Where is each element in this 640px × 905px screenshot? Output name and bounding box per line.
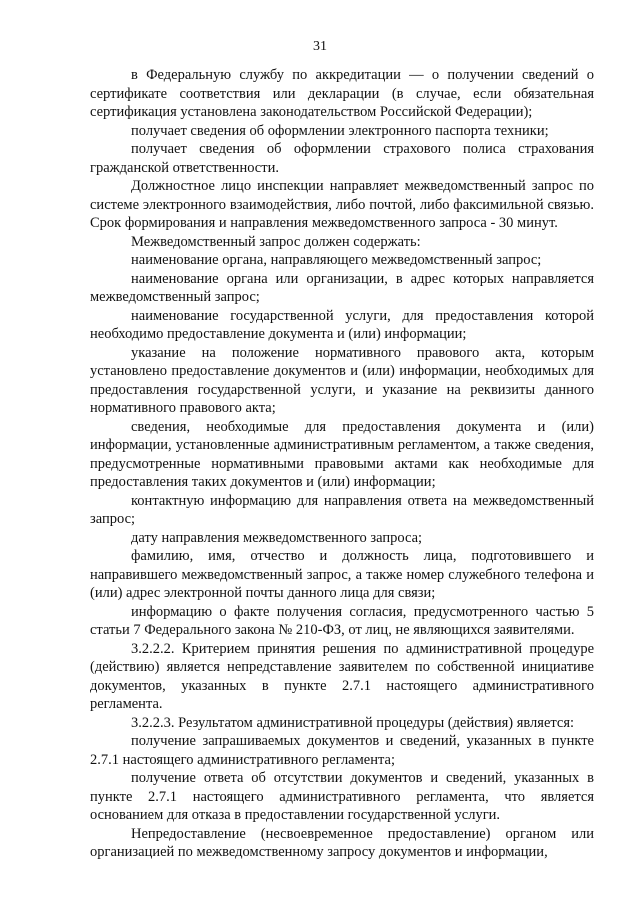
paragraph: 3.2.2.3. Результатом административной процедуры (действия) является: bbox=[131, 714, 575, 731]
paragraph: получает сведения об оформлении электронного паспорта техники; bbox=[131, 122, 549, 139]
paragraph: получение ответа об отсутствии документов и сведений, указанных в пункте 2.7.1 настоящего административного регламента, что является основанием для отказа в предоставлении государственной услуги. bbox=[90, 770, 594, 823]
paragraph: сведения, необходимые для предоставления документа и (или) информации, установленные административным регламентом, а также сведения, предусмотренные нормативными правовыми актами как необходимые для предоставления таких документов и (или) информации; bbox=[90, 418, 594, 490]
paragraph: контактную информацию для направления ответа на межведомственный запрос; bbox=[90, 492, 594, 527]
paragraph: информацию о факте получения согласия, предусмотренного частью 5 статьи 7 Федерального закона № 210-ФЗ, от лиц, не являющихся заявителями. bbox=[90, 603, 594, 638]
paragraph: Должностное лицо инспекции направляет межведомственный запрос по системе электронного взаимодействия, либо почтой, либо факсимильной связью. Срок формирования и направления межведомственного запроса - 30 минут. bbox=[90, 178, 594, 231]
paragraph: Межведомственный запрос должен содержать: bbox=[131, 233, 421, 250]
paragraph: получение запрашиваемых документов и сведений, указанных в пункте 2.7.1 настоящего административного регламента; bbox=[90, 733, 594, 768]
paragraph: указание на положение нормативного правового акта, которым установлено предоставление документов и (или) информации, необходимых для предоставления государственной услуги, и указание на реквизиты данного нормативного правового акта; bbox=[90, 344, 594, 416]
paragraph: фамилию, имя, отчество и должность лица, подготовившего и направившего межведомственный запрос, а также номер служебного телефона и (или) адрес электронной почты данного лица для связи; bbox=[90, 548, 594, 601]
paragraph: наименование органа или организации, в адрес которых направляется межведомственный запрос; bbox=[90, 270, 594, 305]
paragraph: Непредоставление (несвоевременное предоставление) органом или организацией по межведомственному запросу документов и информации, bbox=[90, 825, 594, 860]
paragraph: наименование государственной услуги, для предоставления которой необходимо предоставление документа и (или) информации; bbox=[90, 307, 594, 342]
page-number: 31 bbox=[313, 39, 327, 54]
paragraph: наименование органа, направляющего межведомственный запрос; bbox=[131, 252, 542, 268]
paragraph: получает сведения об оформлении страхового полиса страхования гражданской ответственности. bbox=[90, 141, 594, 176]
paragraph: дату направления межведомственного запроса; bbox=[131, 529, 423, 546]
paragraph: в Федеральную службу по аккредитации — о получении сведений о сертификате соответствия или декларации (в случае, если обязательная сертификация установлена законодательством Российской Федерации); bbox=[90, 67, 594, 120]
paragraph: 3.2.2.2. Критерием принятия решения по административной процедуре (действию) является непредставление заявителем по собственной инициативе документов, указанных в пункте 2.7.1 настоящего административного регламента. bbox=[90, 640, 594, 712]
document-body bbox=[90, 66, 594, 862]
